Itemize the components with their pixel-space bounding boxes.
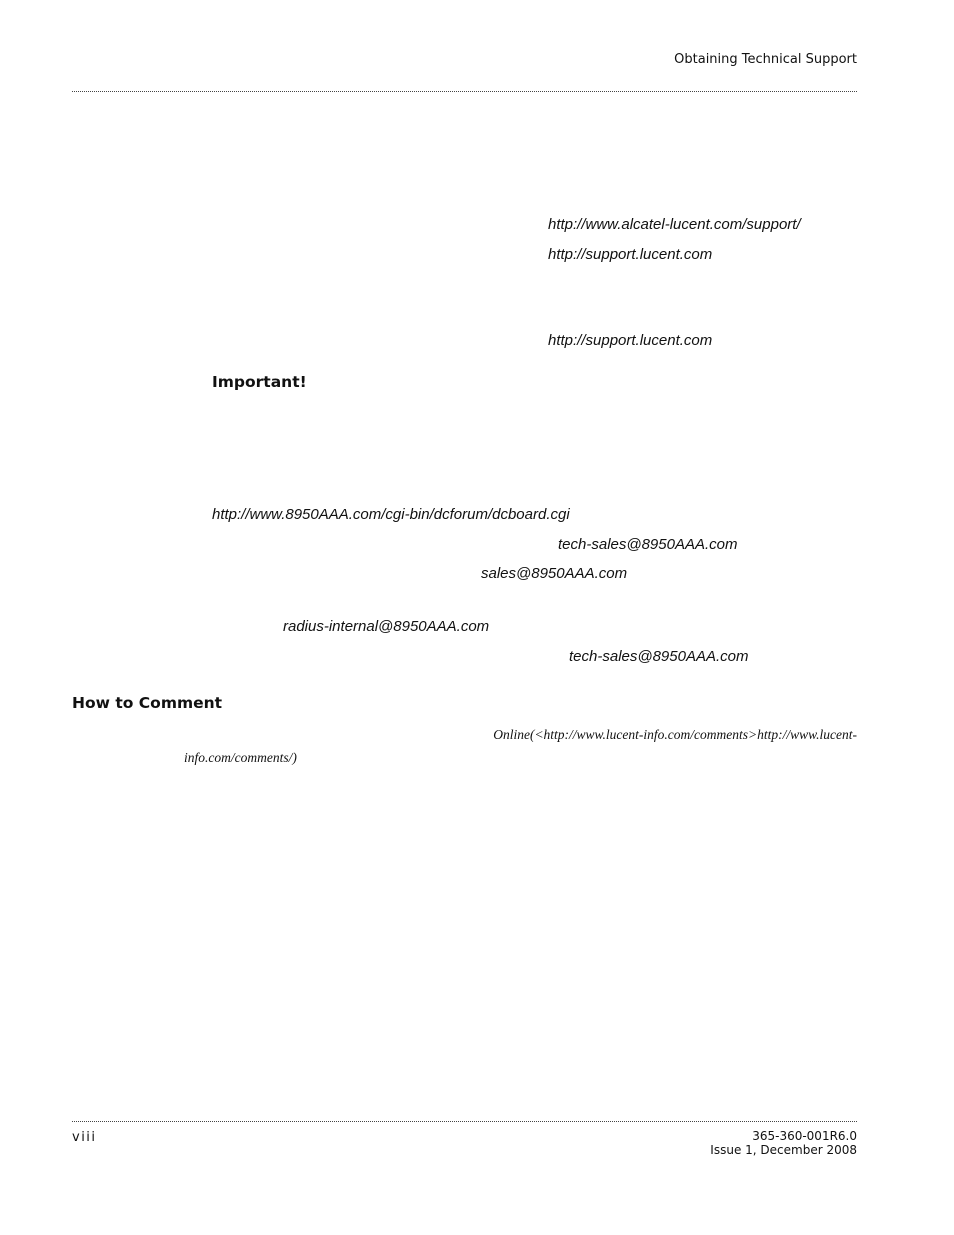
running-header: Obtaining Technical Support	[674, 52, 857, 67]
forum-link[interactable]: http://www.8950AAA.com/cgi-bin/dcforum/dcboard.cgi	[212, 506, 570, 523]
tech-sales-email-link-2[interactable]: tech-sales@8950AAA.com	[569, 648, 749, 665]
radius-internal-email-link[interactable]: radius-internal@8950AAA.com	[283, 618, 490, 635]
issue-date: Issue 1, December 2008	[710, 1143, 857, 1157]
footer-divider	[72, 1121, 857, 1122]
document-number: 365-360-001R6.0	[752, 1129, 857, 1143]
how-to-comment-heading: How to Comment	[72, 694, 223, 712]
sales-email-link[interactable]: sales@8950AAA.com	[481, 565, 628, 582]
lucent-support-link-2[interactable]: http://support.lucent.com	[548, 332, 713, 349]
tech-sales-email-link[interactable]: tech-sales@8950AAA.com	[558, 536, 738, 553]
comments-online-link[interactable]: Online(<http://www.lucent-info.com/comments>http://www.lucent-	[493, 727, 857, 742]
header-divider	[72, 91, 857, 92]
lucent-support-link[interactable]: http://support.lucent.com	[548, 246, 713, 263]
comments-online-link-cont[interactable]: info.com/comments/)	[184, 750, 297, 765]
alcatel-support-link[interactable]: http://www.alcatel-lucent.com/support/	[548, 216, 801, 233]
page-number: viii	[72, 1130, 97, 1145]
important-label: Important!	[212, 373, 307, 391]
